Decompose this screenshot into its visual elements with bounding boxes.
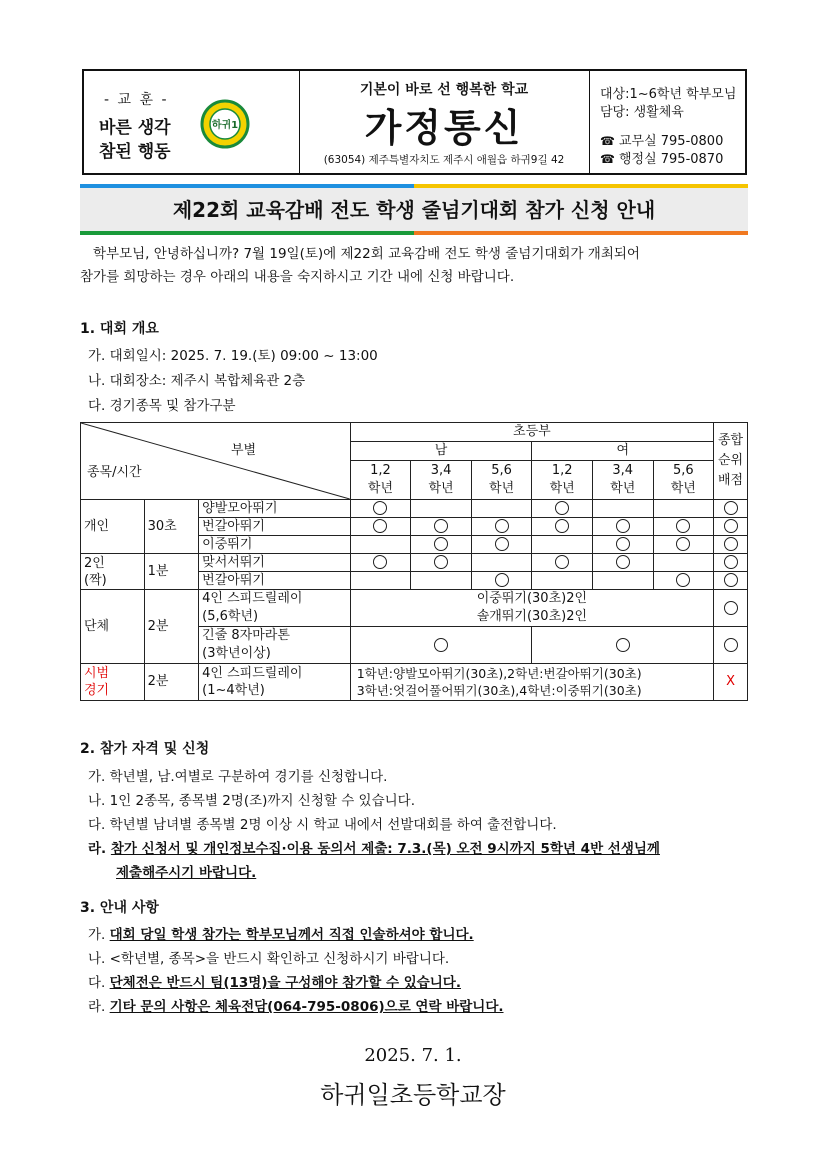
available-mark-icon	[616, 638, 630, 652]
cell-time-2m: 2분	[144, 590, 199, 664]
header-male: 남	[350, 441, 532, 460]
header-total-points: 종합 순위 배점	[714, 423, 748, 500]
section-3-item-d: 라. 기타 문의 사항은 체육전담(064-795-0806)으로 연락 바랍니다.	[88, 999, 504, 1015]
grade-col: 5,6 학년	[653, 460, 714, 499]
cell-event: 양발모아뛰기	[199, 500, 351, 518]
cell-time-1m: 1분	[144, 554, 199, 590]
emblem-text: 하귀1	[211, 120, 239, 131]
available-mark-icon	[676, 519, 690, 533]
available-mark-icon	[434, 537, 448, 551]
phone-icon: ☎	[600, 134, 615, 148]
section-3-item-c: 다. 단체전은 반드시 팀(13명)을 구성해야 참가할 수 있습니다.	[88, 975, 461, 991]
title-bar-orange	[414, 231, 748, 235]
target-audience: 대상:1~6학년 학부모님	[600, 87, 737, 102]
issue-date: 2025. 7. 1.	[364, 1045, 462, 1066]
section-3-heading: 3. 안내 사항	[80, 900, 159, 916]
grade-col: 5,6 학년	[471, 460, 532, 499]
grade-col: 3,4 학년	[592, 460, 653, 499]
phone-admin: ☎ 행정실 795-0870	[600, 152, 724, 167]
cell-event: 4인 스피드릴레이 (1~4학년)	[199, 664, 351, 701]
available-mark-icon	[616, 555, 630, 569]
header-event-time: 종목/시간	[87, 465, 142, 480]
cell-demo: 시범 경기	[81, 664, 145, 701]
cell-pair: 2인 (짝)	[81, 554, 145, 590]
available-mark-icon	[373, 555, 387, 569]
available-mark-icon	[616, 519, 630, 533]
section-1-item-b: 나. 대회장소: 제주시 복합체육관 2층	[88, 373, 306, 389]
available-mark-icon	[434, 555, 448, 569]
available-mark-icon	[555, 501, 569, 515]
header-elementary: 초등부	[350, 423, 713, 442]
available-mark-icon	[724, 501, 738, 515]
available-mark-icon	[373, 501, 387, 515]
cell-event: 긴줄 8자마라톤 (3학년이상)	[199, 627, 351, 664]
section-2-item-d: 라. 참가 신청서 및 개인정보수집·이용 동의서 제출: 7.3.(목) 오전 9시까지 5학년 4반 선생님께	[88, 841, 660, 857]
motto-line-2: 참된 행동	[99, 142, 171, 162]
section-3-item-a: 가. 대회 당일 학생 참가는 학부모님께서 직접 인솔하셔야 합니다.	[88, 927, 474, 943]
section-2-heading: 2. 참가 자격 및 신청	[80, 741, 210, 757]
available-mark-icon	[676, 573, 690, 587]
cell-relay-detail: 이중뛰기(30초)2인 솔개뛰기(30초)2인	[350, 590, 713, 627]
grade-col: 1,2 학년	[350, 460, 411, 499]
grade-col: 1,2 학년	[532, 460, 593, 499]
cell-event: 맞서서뛰기	[199, 554, 351, 572]
section-1-item-c: 다. 경기종목 및 참가구분	[88, 398, 236, 414]
grade-col: 3,4 학년	[411, 460, 472, 499]
available-mark-icon	[434, 638, 448, 652]
cell-event: 번갈아뛰기	[199, 518, 351, 536]
table-row	[81, 500, 748, 518]
available-mark-icon	[434, 519, 448, 533]
section-2-item-a: 가. 학년별, 남.여별로 구분하여 경기를 신청합니다.	[88, 769, 388, 785]
available-mark-icon	[724, 519, 738, 533]
school-address: (63054) 제주특별자치도 제주시 애월읍 하귀9길 42	[323, 154, 565, 166]
available-mark-icon	[676, 537, 690, 551]
newsletter-title: 가정통신	[364, 105, 524, 150]
cell-event: 이중뛰기	[199, 536, 351, 554]
cell-time-2m: 2분	[144, 664, 199, 701]
school-slogan: 기본이 바로 선 행복한 학교	[359, 82, 529, 98]
notice-title: 제22회 교육감배 전도 학생 줄넘기대회 참가 신청 안내	[80, 188, 748, 232]
department: 담당: 생활체육	[600, 105, 684, 120]
available-mark-icon	[555, 519, 569, 533]
available-mark-icon	[373, 519, 387, 533]
available-mark-icon	[495, 537, 509, 551]
available-mark-icon	[724, 601, 738, 615]
diagonal-line	[81, 423, 350, 499]
motto-label: - 교 훈 -	[104, 92, 169, 108]
table-row	[81, 554, 748, 572]
section-2-item-b: 나. 1인 2종목, 종목별 2명(조)까지 신청할 수 있습니다.	[88, 793, 415, 809]
section-2-item-c: 다. 학년별 남녀별 종목별 2명 이상 시 학교 내에서 선발대회를 하여 출전합니다.	[88, 817, 557, 833]
table-row	[81, 664, 748, 701]
available-mark-icon	[555, 555, 569, 569]
available-mark-icon	[724, 573, 738, 587]
motto-line-1: 바른 생각	[99, 118, 171, 138]
school-emblem-icon	[200, 99, 250, 149]
principal-signature: 하귀일초등학교장	[320, 1081, 506, 1109]
table-row	[81, 590, 748, 627]
cell-event: 번갈아뛰기	[199, 572, 351, 590]
competition-table	[80, 422, 748, 701]
available-mark-icon	[616, 537, 630, 551]
intro-line-1: 학부모님, 안녕하십니까? 7월 19일(토)에 제22회 교육감배 전도 학생 줄넘기대회가 개최되어	[93, 246, 640, 262]
header-diagonal-cell	[81, 423, 351, 500]
section-2-item-d-cont: 제출해주시기 바랍니다.	[116, 865, 257, 881]
title-bar-green	[80, 231, 414, 235]
available-mark-icon	[724, 555, 738, 569]
header-division: 부별	[231, 443, 257, 458]
section-1-heading: 1. 대회 개요	[80, 321, 159, 337]
available-mark-icon	[495, 573, 509, 587]
phone-icon: ☎	[600, 152, 615, 166]
section-1-item-a: 가. 대회일시: 2025. 7. 19.(토) 09:00 ~ 13:00	[88, 348, 378, 364]
phone-office: ☎ 교무실 795-0800	[600, 134, 724, 149]
cell-demo-detail: 1학년:양발모아뛰기(30초),2학년:번갈아뛰기(30초) 3학년:엇걸어풀어뛰기(30초),4학년:이중뛰기(30초)	[350, 664, 713, 701]
header-female: 여	[532, 441, 714, 460]
intro-line-2: 참가를 희망하는 경우 아래의 내용을 숙지하시고 기간 내에 신청 바랍니다.	[80, 269, 515, 285]
cell-time-30s: 30초	[144, 500, 199, 554]
cell-team: 단체	[81, 590, 145, 664]
cell-individual: 개인	[81, 500, 145, 554]
available-mark-icon	[724, 638, 738, 652]
cell-no-points: X	[714, 664, 748, 701]
letter-header	[82, 69, 747, 175]
available-mark-icon	[724, 537, 738, 551]
available-mark-icon	[495, 519, 509, 533]
cell-event: 4인 스피드릴레이 (5,6학년)	[199, 590, 351, 627]
section-3-item-b: 나. <학년별, 종목>을 반드시 확인하고 신청하시기 바랍니다.	[88, 951, 450, 967]
